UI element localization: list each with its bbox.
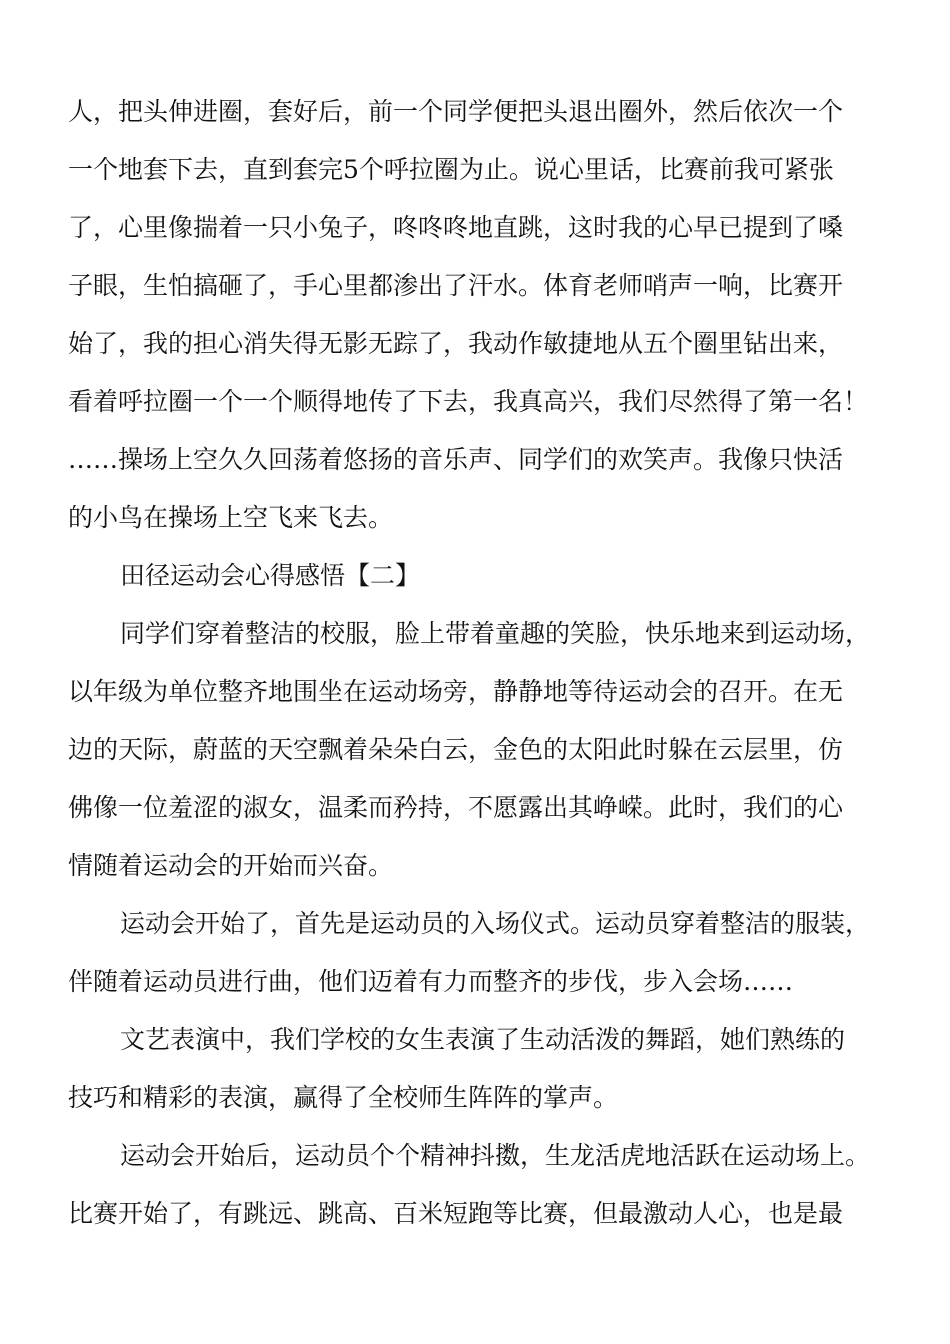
text-line: 运动会开始后，运动员个个精神抖擞，生龙活虎地活跃在运动场上。 xyxy=(120,1141,871,1170)
text-line: 技巧和精彩的表演，赢得了全校师生阵阵的掌声。 xyxy=(68,1083,619,1112)
text-line: 情随着运动会的开始而兴奋。 xyxy=(68,851,394,880)
text-line: 一个地套下去，直到套完5个呼拉圈为止。说心里话，比赛前我可紧张 xyxy=(68,155,834,184)
text-line: 子眼，生怕搞砸了，手心里都渗出了汗水。体育老师哨声一响，比赛开 xyxy=(68,271,844,300)
text-line: 佛像一位羞涩的淑女，温柔而矜持，不愿露出其峥嵘。此时，我们的心 xyxy=(68,793,844,822)
text-line: 始了，我的担心消失得无影无踪了，我动作敏捷地从五个圈里钻出来， xyxy=(68,329,844,358)
text-line: 运动会开始了，首先是运动员的入场仪式。运动员穿着整洁的服装， xyxy=(120,909,871,938)
section-heading: 田径运动会心得感悟【二】 xyxy=(120,561,421,590)
text-line: 文艺表演中，我们学校的女生表演了生动活泼的舞蹈，她们熟练的 xyxy=(120,1025,846,1054)
text-line: 同学们穿着整洁的校服，脸上带着童趣的笑脸，快乐地来到运动场， xyxy=(120,619,871,648)
text-line: 人，把头伸进圈，套好后，前一个同学便把头退出圈外，然后依次一个 xyxy=(68,97,844,126)
text-line: 了，心里像揣着一只小兔子，咚咚咚地直跳，这时我的心早已提到了嗓 xyxy=(68,213,844,242)
text-line: 边的天际，蔚蓝的天空飘着朵朵白云，金色的太阳此时躲在云层里，仿 xyxy=(68,735,844,764)
text-line: 以年级为单位整齐地围坐在运动场旁，静静地等待运动会的召开。在无 xyxy=(68,677,844,706)
text-line: 的小鸟在操场上空飞来飞去。 xyxy=(68,503,394,532)
text-line: ……操场上空久久回荡着悠扬的音乐声、同学们的欢笑声。我像只快活 xyxy=(68,445,844,474)
text-line: 伴随着运动员进行曲，他们迈着有力而整齐的步伐，步入会场…… xyxy=(68,967,794,996)
text-line: 看着呼拉圈一个一个顺得地传了下去，我真高兴，我们尽然得了第一名！ xyxy=(68,387,869,416)
text-line: 比赛开始了，有跳远、跳高、百米短跑等比赛，但最激动人心，也是最 xyxy=(68,1199,844,1228)
